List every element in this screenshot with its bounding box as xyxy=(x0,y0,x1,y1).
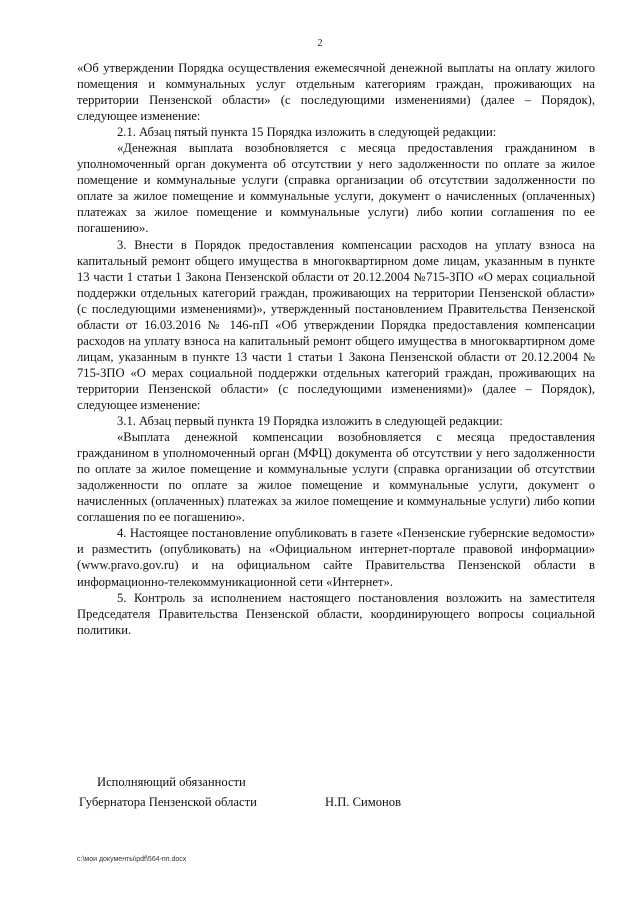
paragraph-continuation: «Об утверждении Порядка осуществления ежемесячной денежной выплаты на оплату жилого помещения и коммунальных услуг отдельным категориям граждан, проживающих на территории Пензенской области» (с последующими изменениями) (далее – Порядок), следующее изменение: xyxy=(77,61,595,124)
signatory-role-line2: Губернатора Пензенской области xyxy=(79,795,257,809)
signatory-name: Н.П. Симонов xyxy=(325,795,402,809)
paragraph-2-1-quote: «Денежная выплата возобновляется с месяца предоставления гражданином в уполномоченный орган документа об отсутствии у него задолженности по оплате за жилое помещение и коммунальные услуги (справка организации об отсутствии задолженности по оплате за жилое помещение и коммунальные услуги, документ о начисленных (оплаченных) платежах за жилое помещение и коммунальные услуги) либо копии соглашения по ее погашению». xyxy=(77,141,595,236)
paragraph-3: 3. Внести в Порядок предоставления компенсации расходов на уплату взноса на капитальный ремонт общего имущества в многоквартирном доме лицам, указанным в пункте 13 части 1 статьи 1 Закона Пензенской области от 20.12.2004 №715-ЗПО «О мерах социальной поддержки отдельных категорий граждан, проживающих на территории Пензенской области» (с последующими изменениями)», утвержденный постановлением Правительства Пензенской области от 16.03.2016 № 146-пП «Об утверждении Порядка предоставления компенсации расходов на уплату взноса на капитальный ремонт общего имущества в многоквартирном доме лицам, указанным в пункте 13 части 1 статьи 1 Закона Пензенской области от 20.12.2004 № 715-ЗПО «О мерах социальной поддержки отдельных категорий граждан, проживающих на территории Пензенской области» (с последующими изменениями)» (далее – Порядок), следующее изменение: xyxy=(77,237,595,412)
footer-file-path: c:\мои документы\pdf\564-пп.docx xyxy=(77,856,187,863)
paragraph-5: 5. Контроль за исполнением настоящего постановления возложить на заместителя Председателя Правительства Пензенской области, координирующего вопросы социальной политики. xyxy=(77,590,595,637)
page-number: 2 xyxy=(317,38,323,49)
paragraph-3-1-quote: «Выплата денежной компенсации возобновляется с месяца предоставления гражданином в уполномоченный орган (МФЦ) документа об отсутствии у него задолженности по оплате за жилое помещение и коммунальные услуги (справка организации об отсутствии задолженности по оплате за жилое помещение и коммунальные услуги, документ о начисленных (оплаченных) платежах за жилое помещение и коммунальные услуги) либо копии соглашения по ее погашению». xyxy=(77,430,595,525)
signatory-role-line1: Исполняющий обязанности xyxy=(97,775,246,789)
paragraph-4: 4. Настоящее постановление опубликовать в газете «Пензенские губернские ведомости» и разместить (опубликовать) на «Официальном интернет-портале правовой информации» (www.pravo.gov.ru) и на официальном сайте Правительства Пензенской области в информационно-телекоммуникационной сети «Интернет». xyxy=(77,526,595,589)
paragraph-3-1: 3.1. Абзац первый пункта 19 Порядка изложить в следующей редакции: xyxy=(117,414,503,429)
paragraph-2-1: 2.1. Абзац пятый пункта 15 Порядка изложить в следующей редакции: xyxy=(117,125,497,140)
document-body xyxy=(77,60,595,638)
